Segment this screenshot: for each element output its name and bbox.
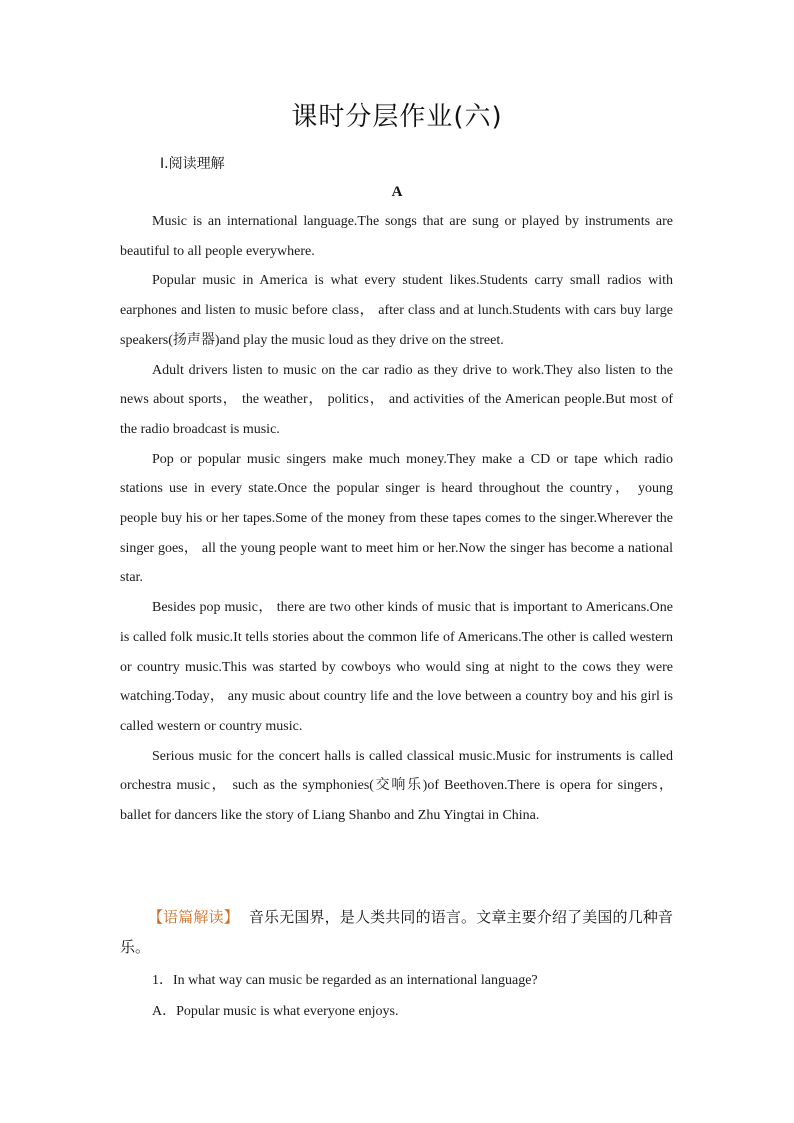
paragraph: Popular music in America is what every student likes.Students carry small radios with earphones and listen to music before class， after class and at lunch.Students with cars buy large speakers(扬声器)and play the music loud as they drive on the street. bbox=[120, 273, 673, 348]
section-heading: Ⅰ.阅读理解 bbox=[160, 156, 225, 172]
paragraph: Besides pop music， there are two other kinds of music that is important to Americans.One is called folk music.It tells stories about the common life of Americans.The other is called western or country music.This was started by cowboys who would sing at night to the cows they were watching.Today， any music about country life and the love between a country boy and his girl is called western or country music. bbox=[120, 600, 673, 734]
summary-text: 音乐无国界，是人类共同的语言。文章主要介绍了美国的几种音乐。 bbox=[120, 908, 673, 956]
passage-body bbox=[120, 207, 673, 831]
page-title: 课时分层作业(六) bbox=[291, 102, 503, 132]
passage-summary bbox=[120, 902, 673, 962]
paragraph: Adult drivers listen to music on the car radio as they drive to work.They also listen to the news about sports， the weather， politics， and activities of the American people.But most of the radio broadcast is music. bbox=[120, 362, 673, 437]
paragraph: Serious music for the concert halls is called classical music.Music for instruments is called orchestra music， such as the symphonies(交响乐)of Beethoven.There is opera for singers， ballet for dancers like the story of Liang Shanbo and Zhu Yingtai in China. bbox=[120, 748, 673, 824]
passage-label: A bbox=[391, 184, 403, 200]
question-1-option-a: A．Popular music is what everyone enjoys. bbox=[152, 1004, 399, 1019]
paragraph: Music is an international language.The songs that are sung or played by instruments are beautiful to all people everywhere. bbox=[120, 214, 673, 259]
paragraph: Pop or popular music singers make much money.They make a CD or tape which radio stations use in every state.Once the popular singer is heard throughout the country， young people buy his or her tapes.Some of the money from these tapes comes to the singer.Wherever the singer goes， all the young people want to meet him or her.Now the singer has become a national star. bbox=[120, 451, 673, 586]
question-1: 1．In what way can music be regarded as an international language? bbox=[152, 973, 538, 988]
summary-tag: 【语篇解读】 bbox=[148, 908, 239, 926]
